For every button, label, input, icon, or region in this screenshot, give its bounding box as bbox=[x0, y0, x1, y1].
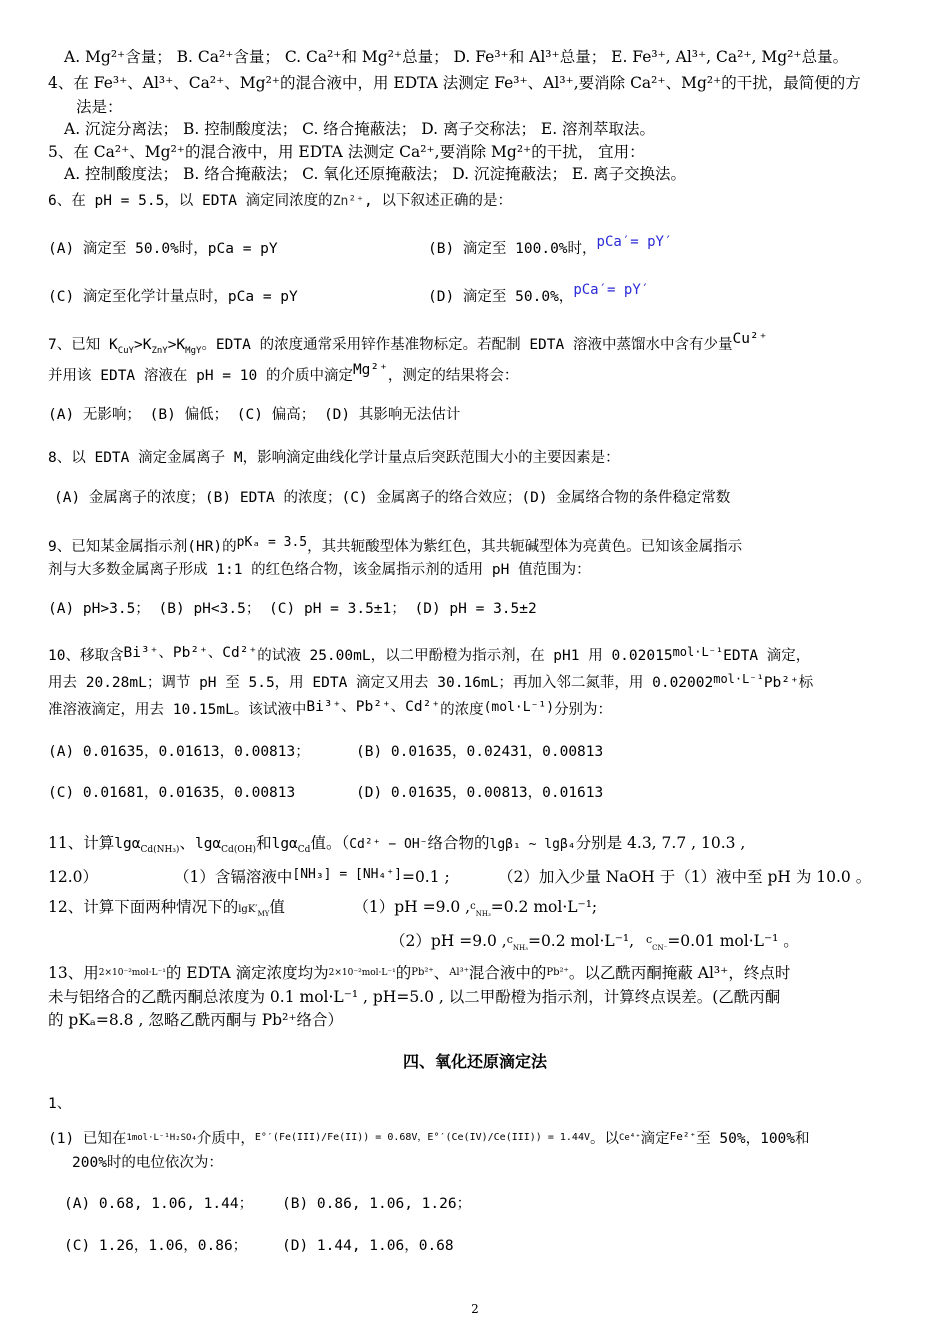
q6-options-row2: (C) 滴定至化学计量点时，pCa = pY (D) 滴定至 50.0%，pCa′= pY′ bbox=[48, 282, 650, 305]
q10-stem-cont1: 用去 20.28mL；调节 pH 至 5.5，用 EDTA 滴定又用去 30.16mL；再加入邻二氮菲，用 $0.02002^{mol\cdot L^{-1}}Pb^{2+}$标 bbox=[48, 672, 814, 691]
q7-stem-cont: 并用该 EDTA 溶液在 pH = 10 的介质中滴定Mg²⁺，测定的结果将会： bbox=[48, 362, 519, 384]
q13-stem: 13、用2×10⁻²mol·L⁻¹的 EDTA 滴定浓度均为2×10⁻²mol·L⁻¹的Pb²⁺、Al³⁺混合液中的Pb²⁺。以乙酰丙酮掩蔽 Al³⁺，终点时 bbox=[48, 964, 791, 982]
q4-stem: 4、在 Fe³⁺、Al³⁺、Ca²⁺、Mg²⁺的混合液中，用 EDTA 法测定 Fe³⁺、Al³⁺,要消除 Ca²⁺、Mg²⁺的干扰，最简便的方 bbox=[48, 74, 861, 92]
q6-options-row1: (A) 滴定至 50.0%时，pCa = pY (B) 滴定至 100.0%时，pCa′= pY′ bbox=[48, 234, 673, 257]
q12-stem: 12、计算下面两种情况下的$\lg K'_{MY}$值 （1）pH =9.0 $,c_{NH_3}=0.2$ mol·L⁻¹; bbox=[48, 898, 598, 919]
q3-options: A. Mg²⁺含量； B. Ca²⁺含量； C. Ca²⁺和 Mg²⁺总量； D. Fe³⁺和 Al³⁺总量； E. Fe³⁺, Al³⁺, Ca²⁺, Mg²⁺总量。 bbox=[64, 48, 849, 66]
q4-stem-cont: 法是： bbox=[76, 98, 123, 116]
q6-stem: 6、在 pH = 5.5，以 EDTA 滴定同浓度的Zn²⁺, 以下叙述正确的是： bbox=[48, 193, 512, 209]
q10-stem: 10、移取含Bi³⁺、Pb²⁺、Cd²⁺的试液 25.00mL，以二甲酚橙为指示剂，在 pH1 用 $0.02015^{mol\cdot L^{-1}}EDTA$ 滴定， bbox=[48, 645, 811, 664]
q7-stem: 7、已知 $K_{CuY}>K_{ZnY}>K_{MgY}$。EDTA 的浓度通常采用锌作基准物标定。若配制 EDTA 溶液中蒸馏水中含有少量Cu²⁺ bbox=[48, 331, 768, 356]
s4-q1-stem: (1) 已知在$^{1mol\cdot L^{-1}H_2SO_4}$介质中，$^{E^\circ'(Fe(III)/Fe(II)) = 0.68V,E^\circ'(Ce(IV)/Ce(III)) = 1.44V}$。以$^{Ce^{4+}}$滴定$^{Fe^{2+}}$至 50%，100%和 bbox=[48, 1130, 810, 1147]
page-number: 2 bbox=[471, 1302, 479, 1316]
section-heading: 四、氧化还原滴定法 bbox=[402, 1052, 547, 1071]
q10-options-row1: (A) 0.01635，0.01613，0.00813； (B) 0.01635，0.02431，0.00813 bbox=[48, 744, 604, 760]
s4-q1-options-row2: (C) 1.26，1.06，0.86； (D) 1.44, 1.06，0.68 bbox=[64, 1238, 454, 1254]
q10-stem-cont2: 准溶液滴定，用去 10.15mL。该试液中Bi³⁺、Pb²⁺、Cd²⁺的浓度(mol·L⁻¹)分别为： bbox=[48, 699, 613, 718]
q8-stem: 8、以 EDTA 滴定金属离子 M，影响滴定曲线化学计量点后突跃范围大小的主要因素是： bbox=[48, 450, 620, 466]
q9-stem: 9、已知某金属指示剂(HR)的pKₐ = 3.5，其共轭酸型体为紫红色，其共轭碱型体为亮黄色。已知该金属指示 bbox=[48, 535, 743, 555]
q8-options: (A) 金属离子的浓度；(B) EDTA 的浓度；(C) 金属离子的络合效应；(D) 金属络合物的条件稳定常数 bbox=[54, 490, 731, 506]
q13-stem-cont1: 未与铝络合的乙酰丙酮总浓度为 0.1 mol·L⁻¹ , pH=5.0 , 以二甲酚橙为指示剂，计算终点误差。(乙酰丙酮 bbox=[48, 988, 781, 1006]
s4-q1-options-row1: (A) 0.68, 1.06, 1.44； (B) 0.86, 1.06, 1.26； bbox=[64, 1196, 472, 1212]
s4-q1-stem-cont: 200%时的电位依次为： bbox=[72, 1155, 223, 1171]
q12-case2: （2）pH =9.0 $,c_{NH_3}=0.2$ mol·L⁻¹, $c_{CN^-}=0.01$ mol·L⁻¹ 。 bbox=[390, 932, 799, 953]
q5-stem: 5、在 Ca²⁺、Mg²⁺的混合液中，用 EDTA 法测定 Ca²⁺,要消除 Mg²⁺的干扰， 宜用： bbox=[48, 143, 645, 161]
q9-options: (A) pH>3.5； (B) pH<3.5； (C) pH = 3.5±1； (D) pH = 3.5±2 bbox=[48, 601, 537, 617]
q13-stem-cont2: 的 pKₐ=8.8 , 忽略乙酰丙酮与 Pb²⁺络合） bbox=[48, 1011, 344, 1029]
q7-options: (A) 无影响； (B) 偏低； (C) 偏高； (D) 其影响无法估计 bbox=[48, 407, 461, 423]
q4-options: A. 沉淀分离法； B. 控制酸度法； C. 络合掩蔽法； D. 离子交称法； E. 溶剂萃取法。 bbox=[64, 120, 656, 138]
q11-stem: 11、计算lgα$_{Cd(NH_3)}$、lgα$_{Cd(OH)}$和lgα$_{Cd}$值。（Cd²⁺ − OH⁻络合物的lgβ₁ ~ lgβ₄分别是 4.3, 7.7 , 10.3 , bbox=[48, 834, 746, 856]
q5-options: A. 控制酸度法； B. 络合掩蔽法； C. 氧化还原掩蔽法； D. 沉淀掩蔽法； E. 离子交换法。 bbox=[64, 165, 687, 183]
s4-q1-label: 1、 bbox=[48, 1096, 72, 1112]
q9-stem-cont: 剂与大多数金属离子形成 1:1 的红色络合物，该金属指示剂的适用 pH 值范围为： bbox=[48, 562, 591, 578]
q11-stem-cont: 12.0） （1）含镉溶液中[NH₃] = [NH₄⁺]=0.1 ; （2）加入少量 NaOH 于（1）液中至 pH 为 10.0 。 bbox=[48, 867, 872, 886]
q10-options-row2: (C) 0.01681，0.01635，0.00813 (D) 0.01635，0.00813，0.01613 bbox=[48, 785, 604, 801]
